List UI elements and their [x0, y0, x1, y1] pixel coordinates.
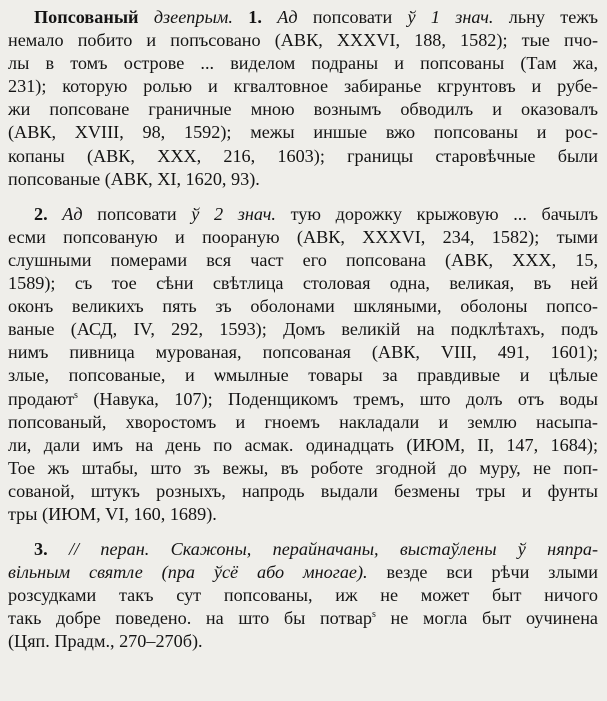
entry-line: [8, 364, 598, 387]
entry-line: [8, 121, 598, 144]
entry-line: [8, 561, 598, 584]
plain-text: жи попсоване граничные мною вознымъ обводилъ и оказовалъ: [8, 99, 598, 120]
entry-line: [34, 538, 598, 561]
italic-text: ў 2 знач.: [191, 203, 276, 224]
bold-text: 2.: [34, 203, 48, 224]
plain-text: попсованый, хворостомъ и гноемъ накладали и землю насыпа-: [8, 411, 598, 432]
plain-text: сованой, штукъ розныхъ, напродь выдали безмены тры и фунты: [8, 480, 598, 501]
entry-line: [8, 52, 598, 75]
plain-text: слушными померами вся част его попсована (АВК, XXX, 15,: [8, 249, 598, 270]
plain-text: такь добре поведено. на што бы потвар: [8, 608, 372, 629]
plain-text: [48, 204, 63, 224]
plain-text: 231); которую ролью и кгвалтовное забиранье кгрунтовъ и рубе-: [8, 76, 598, 97]
plain-text: немало побито и попъсовано (АВК, XXXVI, 188, 1582); тые пчо-: [8, 30, 598, 51]
entry-line: [8, 434, 598, 457]
plain-text: не могла быт оучинена: [375, 608, 598, 629]
plain-text: [48, 539, 69, 559]
plain-text: нимъ пивница мурованая, попсованая (АВК, VIII, 491, 1601);: [8, 342, 598, 363]
plain-text: ли, дали имъ на день по асмак. одинадцать (ИЮМ, II, 147, 1684);: [8, 434, 598, 455]
plain-text: (АВК, XVIII, 98, 1592); межы иншые вжо попсованы и рос-: [8, 122, 598, 143]
entry-line: [8, 318, 598, 341]
plain-text: лы в томъ острове ... виделом подраны и попсованы (Там жа,: [8, 53, 598, 74]
entry-line: [8, 584, 598, 607]
entry-line: [34, 203, 598, 226]
plain-text: есми попсованую и поораную (АВК, XXXVI, 234, 1582); тыми: [8, 226, 598, 247]
entry-line: [8, 457, 598, 480]
plain-text: Тое жъ штабы, што зъ вежы, въ роботе згодной до муру, не поп-: [8, 457, 598, 478]
sense-3: [8, 538, 598, 653]
plain-text: попсовати: [297, 7, 408, 27]
entry-line: [8, 630, 598, 653]
entry-line: [8, 341, 598, 364]
italic-text: вільным святле (пра ўсё або многае).: [8, 562, 368, 583]
plain-text: попсованые (АВК, XI, 1620, 93).: [8, 168, 260, 189]
sense-2: [8, 203, 598, 526]
plain-text: (Навука, 107); Поденщикомъ тремъ, што долъ отъ воды: [77, 388, 598, 409]
plain-text: копаны (АВК, XXX, 216, 1603); границы старовѣчные были: [8, 145, 598, 166]
entry-line: [8, 145, 598, 168]
plain-text: тры (ИЮМ, VI, 160, 1689).: [8, 503, 217, 524]
plain-text: [262, 7, 277, 27]
entry-line: [8, 503, 598, 526]
bold-text: 3.: [34, 539, 48, 560]
bold-text: Попсованый: [34, 7, 139, 27]
entry-line: [34, 6, 598, 29]
italic-text: ў 1 знач.: [407, 7, 494, 27]
entry-line: [8, 168, 598, 191]
plain-text: продают: [8, 388, 75, 409]
plain-text: (Цяп. Прадм., 270–270б).: [8, 631, 203, 652]
entry-line: [8, 29, 598, 52]
entry-line: [8, 607, 598, 630]
plain-text: тую дорожку крыжовую ... бачылъ: [275, 203, 599, 224]
plain-text: [139, 7, 154, 27]
italic-text: Ад: [62, 203, 83, 224]
superscript-mark: s: [74, 389, 78, 401]
entry-line: [8, 272, 598, 295]
entry-line: [8, 388, 598, 411]
sense-1: [8, 6, 598, 191]
dictionary-entry: [8, 6, 598, 666]
plain-text: злые, попсованые, и ѡмылные товары за правдивые и цѣлые: [8, 365, 598, 386]
italic-text: Ад: [277, 7, 298, 27]
plain-text: льну тежъ: [493, 7, 599, 27]
plain-text: 1589); съ тое сѣни свѣтлица столовая одна, великая, въ ней: [8, 273, 598, 294]
italic-text: // перан. Скажоны, перайначаны, выстаўлены ў няпра-: [68, 539, 599, 560]
superscript-mark: s: [372, 609, 376, 621]
entry-line: [8, 249, 598, 272]
plain-text: розсудками такъ сут попсованы, иж не может быт ничого: [8, 585, 598, 606]
entry-line: [8, 75, 598, 98]
entry-line: [8, 226, 598, 249]
plain-text: ваные (АСД, IV, 292, 1593); Домъ великій на подклѣтахъ, подъ: [8, 319, 598, 340]
plain-text: везде вси рѣчи злыми: [367, 562, 598, 583]
bold-text: 1.: [248, 7, 262, 27]
entry-line: [8, 98, 598, 121]
italic-text: дзеепрым.: [153, 7, 233, 27]
plain-text: [233, 7, 248, 27]
plain-text: попсовати: [82, 203, 192, 224]
entry-line: [8, 411, 598, 434]
entry-line: [8, 480, 598, 503]
entry-line: [8, 295, 598, 318]
plain-text: оконъ великихъ пять зъ оболонами шкляными, оболоны попсо-: [8, 296, 598, 317]
